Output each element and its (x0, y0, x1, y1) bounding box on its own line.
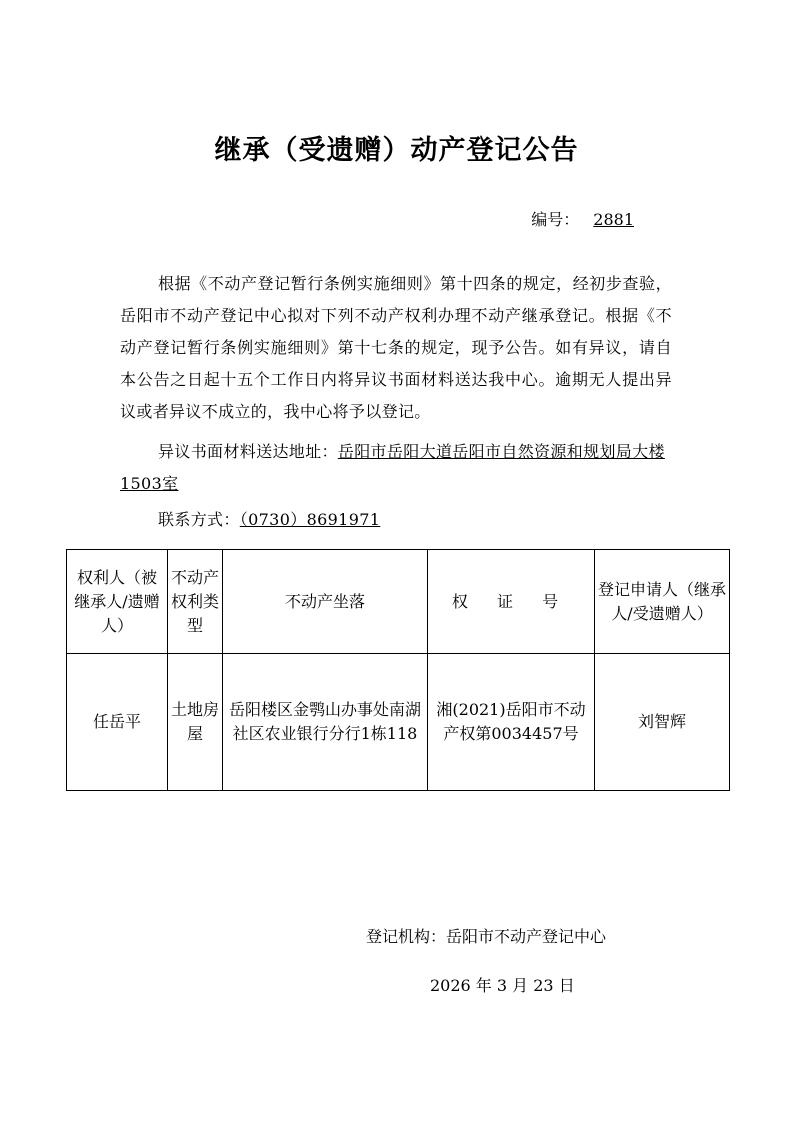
registration-authority: 登记机构：岳阳市不动产登记中心 (366, 927, 607, 946)
announcement-date: 2026 年 3 月 23 日 (430, 976, 575, 995)
header-property-location: 不动产坐落 (223, 550, 428, 654)
property-table (66, 549, 730, 791)
objection-address (120, 436, 672, 500)
cell-rights-holder: 任岳平 (67, 654, 168, 791)
announcement-title: 继承（受遗赠）动产登记公告 (214, 135, 579, 166)
contact-label: 联系方式： (158, 510, 240, 529)
contact-value: （0730）8691971 (239, 510, 381, 529)
cell-certificate-number: 湘(2021)岳阳市不动产权第0034457号 (428, 654, 595, 791)
contact-info (120, 504, 672, 536)
objection-address-value: 岳阳市岳阳大道岳阳市自然资源和规划局大楼1503室 (120, 442, 665, 493)
document-number-label: 编号： (531, 210, 580, 229)
objection-address-label: 异议书面材料送达地址： (158, 442, 338, 461)
document-number-value: 2881 (593, 210, 634, 229)
announcement-body-paragraph: 根据《不动产登记暂行条例实施细则》第十四条的规定，经初步查验，岳阳市不动产登记中心拟对下列不动产权利办理不动产继承登记。根据《不动产登记暂行条例实施细则》第十七条的规定，现予公告。如有异议，请自本公告之日起十五个工作日内将异议书面材料送达我中心。逾期无人提出异议或者异议不成立的，我中心将予以登记。 (120, 274, 672, 421)
cell-property-location: 岳阳楼区金鹗山办事处南湖社区农业银行分行1栋118 (223, 654, 428, 791)
cell-applicant: 刘智辉 (595, 654, 730, 791)
table-row (67, 654, 730, 791)
header-certificate-number: 权 证 号 (428, 550, 595, 654)
document-number (531, 207, 634, 230)
header-rights-holder: 权利人（被继承人/遗赠人） (67, 550, 168, 654)
cell-right-type: 土地房屋 (168, 654, 223, 791)
header-applicant: 登记申请人（继承人/受遗赠人） (595, 550, 730, 654)
table-header-row (67, 550, 730, 654)
header-right-type: 不动产权利类型 (168, 550, 223, 654)
